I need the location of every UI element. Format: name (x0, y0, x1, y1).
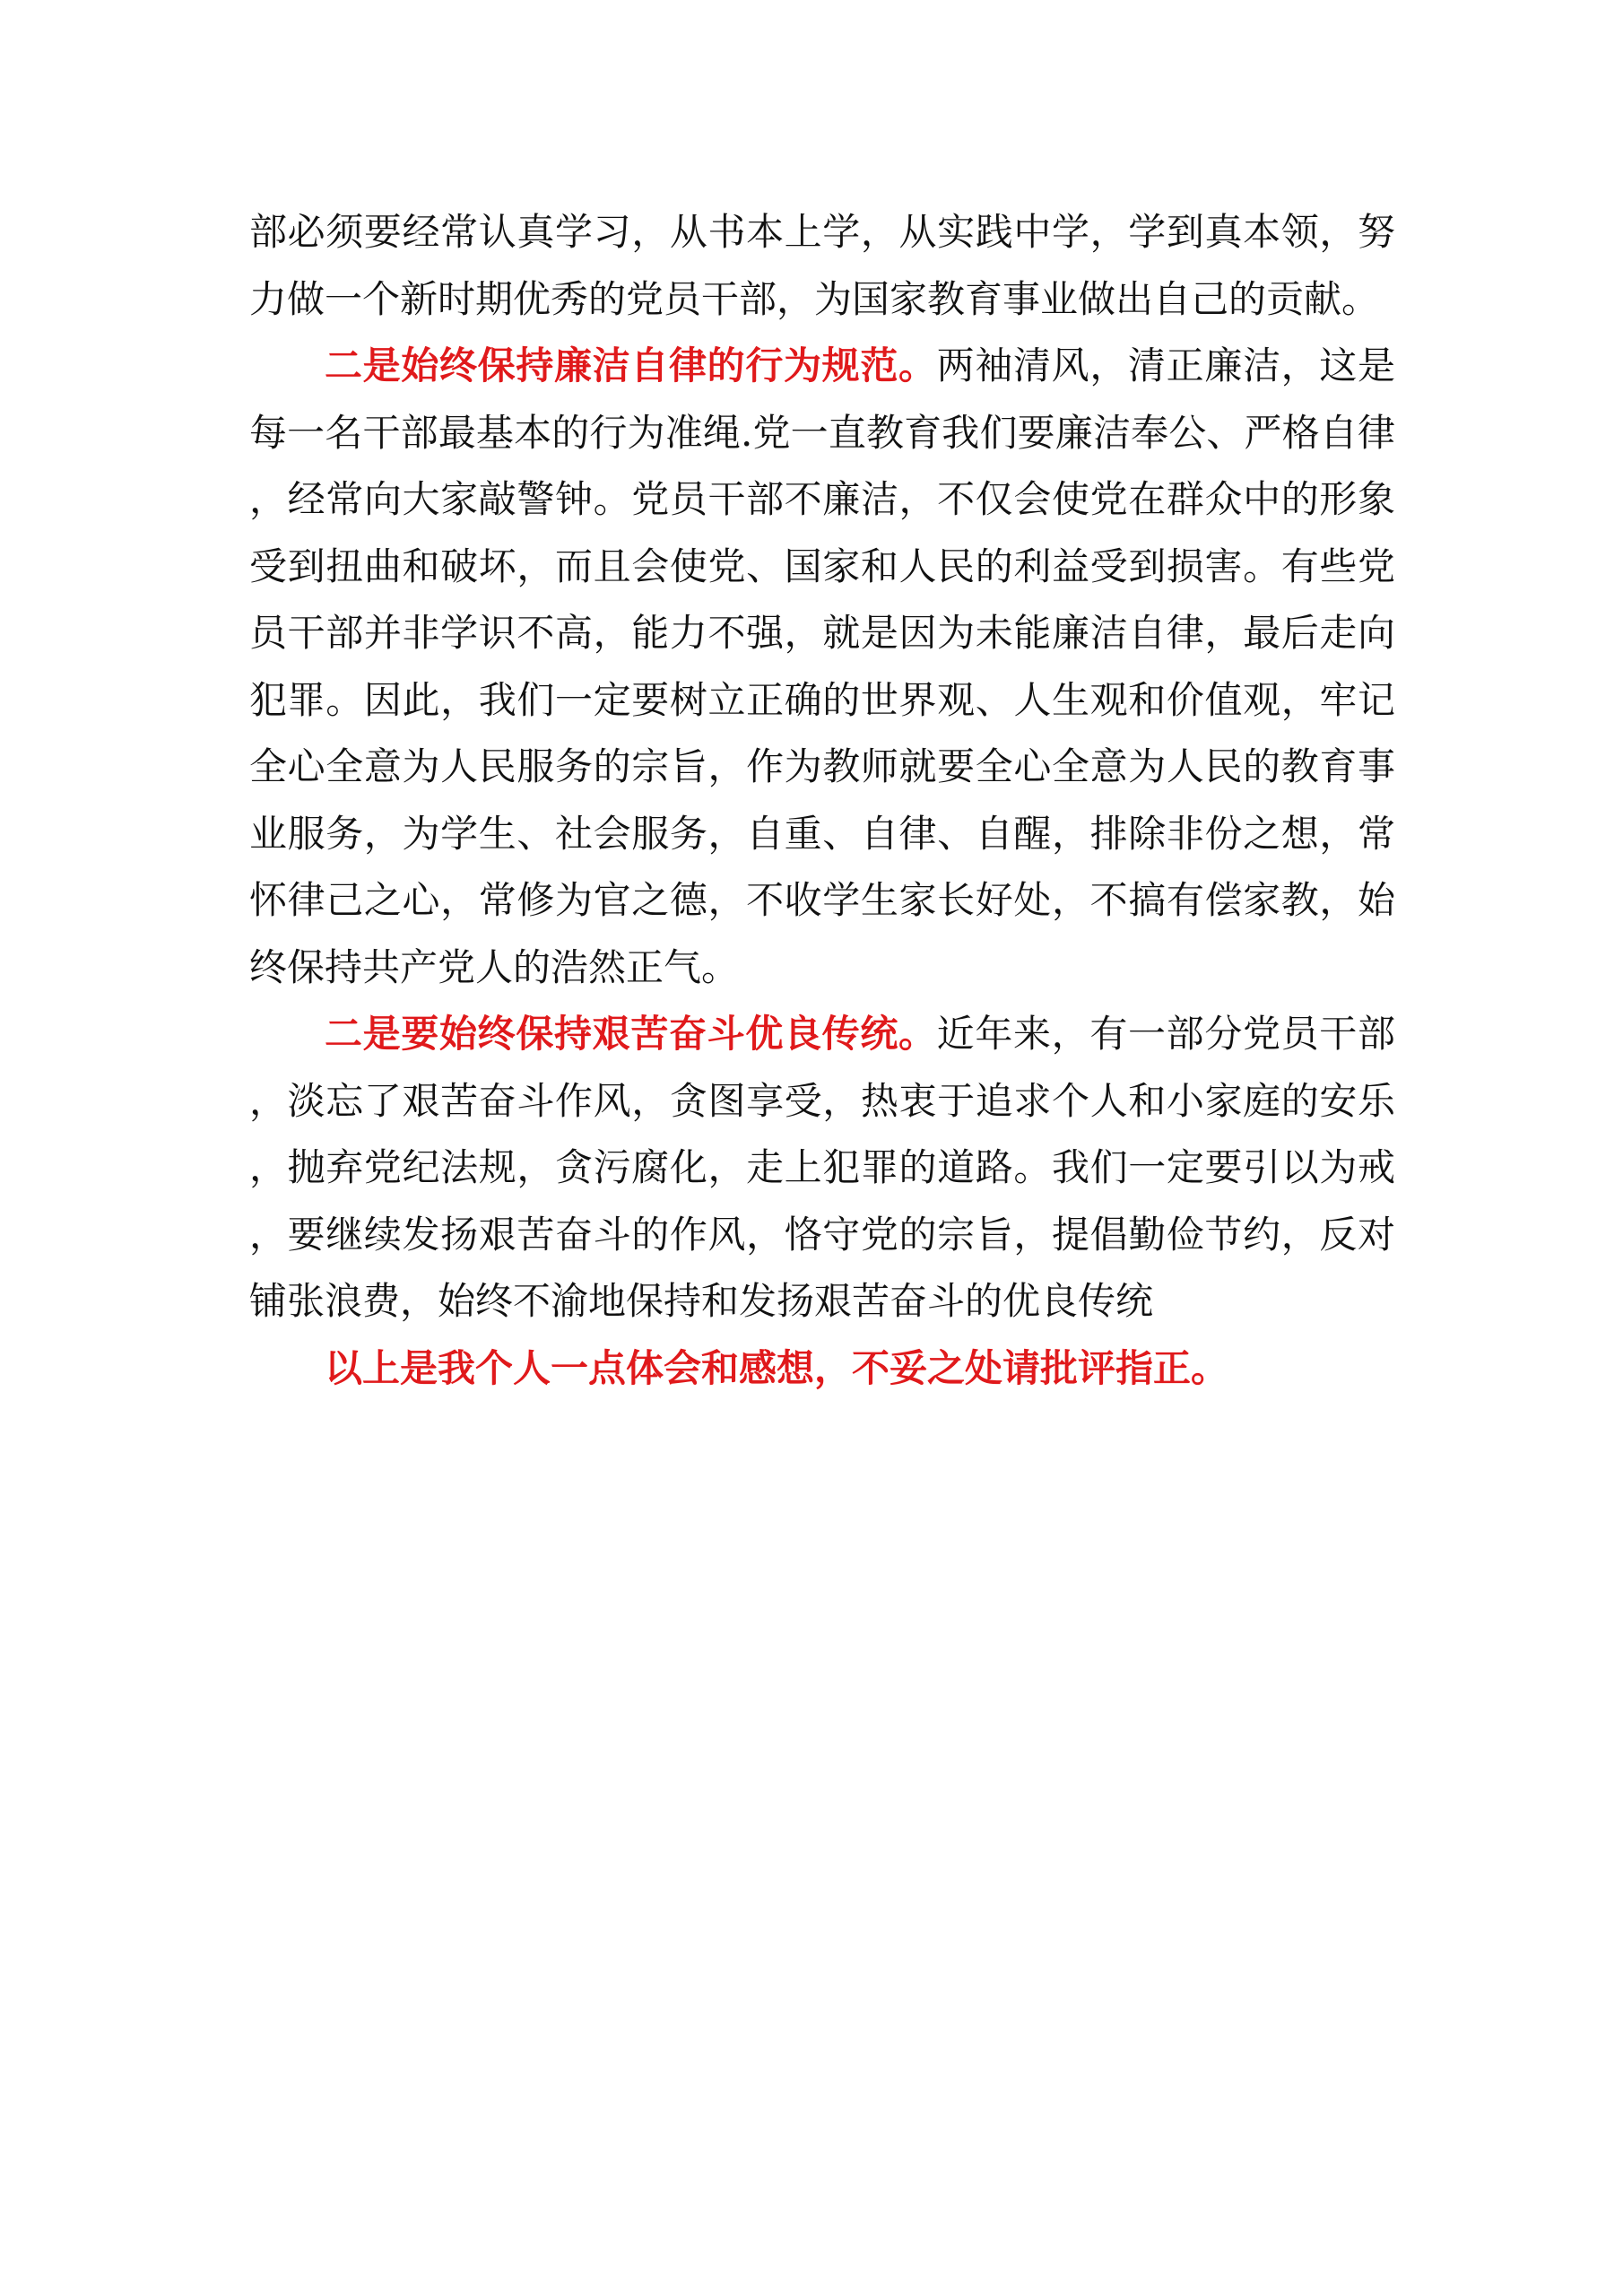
paragraph-integrity (249, 333, 1395, 1001)
paragraph-closing (249, 1335, 1395, 1403)
paragraph-continuation (249, 199, 1395, 333)
paragraph-text: 部必须要经常认真学习，从书本上学，从实践中学，学到真本领，努力做一个新时期优秀的党员干部，为国家教育事业做出自己的贡献。 (249, 210, 1395, 321)
paragraph-heading: 二是要始终保持艰苦奋斗优良传统。 (325, 1012, 937, 1056)
paragraph-text: 两袖清风，清正廉洁，这是每一名干部最基本的行为准绳.党一直教育我们要廉洁奉公、严格自律，经常向大家敲警钟。党员干部不廉洁，不仅会使党在群众中的形象受到扭曲和破坏，而且会使党、国家和人民的利益受到损害。有些党员干部并非学识不高，能力不强，就是因为未能廉洁自律，最后走向犯罪。因此，我们一定要树立正确的世界观、人生观和价值观，牢记全心全意为人民服务的宗旨，作为教师就要全心全意为人民的教育事业服务，为学生、社会服务，自重、自律、自醒，排除非份之想，常怀律己之心，常修为官之德，不收学生家长好处，不搞有偿家教，始终保持共产党人的浩然正气。 (249, 344, 1395, 989)
document-body (249, 199, 1395, 1402)
paragraph-hard-work (249, 1001, 1395, 1335)
paragraph-heading: 二是始终保持廉洁自律的行为规范。 (325, 344, 937, 387)
paragraph-text: 近年来，有一部分党员干部，淡忘了艰苦奋斗作风，贪图享受，热衷于追求个人和小家庭的安乐，抛弃党纪法规，贪污腐化，走上犯罪的道路。我们一定要引以为戒，要继续发扬艰苦奋斗的作风，恪守党的宗旨，提倡勤俭节约，反对铺张浪费，始终不渝地保持和发扬艰苦奋斗的优良传统 (249, 1012, 1395, 1323)
paragraph-heading: 以上是我个人一点体会和感想，不妥之处请批评指正。 (325, 1345, 1229, 1390)
